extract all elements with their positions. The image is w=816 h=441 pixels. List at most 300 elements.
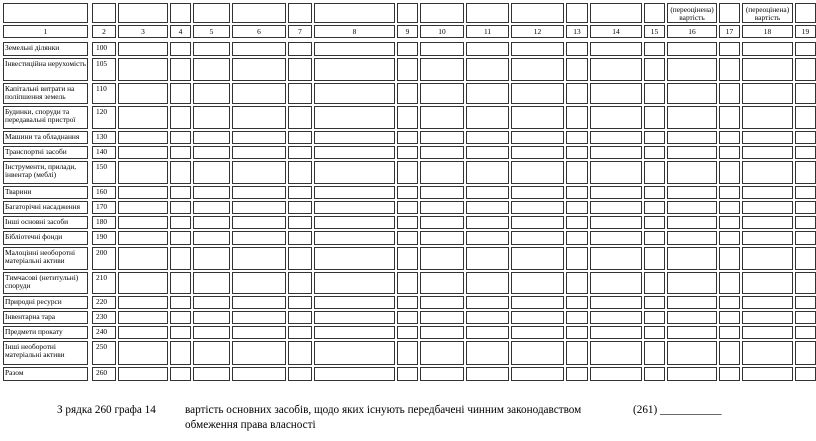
header-cell xyxy=(511,3,564,23)
data-cell xyxy=(644,131,665,144)
data-cell xyxy=(420,58,464,81)
data-cell xyxy=(193,216,230,229)
column-number: 3 xyxy=(141,27,145,36)
header-note: (переоцінена) вартість xyxy=(745,6,790,22)
data-cell xyxy=(590,216,642,229)
data-cell xyxy=(795,311,816,324)
data-cell xyxy=(644,58,665,81)
row-label: Предмети прокату xyxy=(5,328,63,336)
data-cell xyxy=(511,146,564,159)
data-cell xyxy=(511,326,564,339)
data-cell xyxy=(118,326,168,339)
data-cell xyxy=(170,186,191,199)
data-cell xyxy=(420,296,464,309)
data-cell xyxy=(667,247,717,270)
data-cell xyxy=(193,326,230,339)
data-cell xyxy=(566,58,588,81)
row-label: Природні ресурси xyxy=(5,298,62,306)
data-cell xyxy=(566,326,588,339)
data-cell xyxy=(590,161,642,184)
data-cell xyxy=(566,146,588,159)
data-cell xyxy=(397,231,418,245)
data-cell xyxy=(466,201,509,214)
data-cell xyxy=(795,201,816,214)
data-cell xyxy=(795,272,816,294)
data-cell xyxy=(590,272,642,294)
data-cell xyxy=(511,161,564,184)
data-cell xyxy=(466,42,509,56)
data-cell xyxy=(742,106,793,129)
column-number: 13 xyxy=(573,27,581,36)
data-cell xyxy=(466,231,509,245)
column-number: 1 xyxy=(43,27,48,36)
data-cell xyxy=(566,311,588,324)
data-cell xyxy=(170,146,191,159)
data-cell xyxy=(644,106,665,129)
data-cell xyxy=(397,42,418,56)
data-cell xyxy=(742,247,793,270)
data-cell xyxy=(170,58,191,81)
data-cell xyxy=(397,58,418,81)
data-cell xyxy=(719,106,740,129)
data-cell xyxy=(193,186,230,199)
row-label: Інвестиційна нерухомість xyxy=(5,60,86,68)
data-cell xyxy=(232,186,286,199)
data-cell xyxy=(667,58,717,81)
data-cell xyxy=(795,186,816,199)
data-cell xyxy=(795,341,816,365)
data-cell xyxy=(232,58,286,81)
data-cell xyxy=(420,326,464,339)
data-cell xyxy=(667,341,717,365)
data-cell xyxy=(397,296,418,309)
row-code: 190 xyxy=(96,233,108,241)
data-cell xyxy=(232,341,286,365)
data-cell xyxy=(314,247,395,270)
data-cell xyxy=(511,272,564,294)
data-cell xyxy=(590,326,642,339)
data-cell xyxy=(590,146,642,159)
row-code: 150 xyxy=(96,163,108,171)
data-cell xyxy=(466,247,509,270)
data-cell xyxy=(420,42,464,56)
data-cell xyxy=(118,231,168,245)
data-cell xyxy=(170,231,191,245)
data-cell xyxy=(118,131,168,144)
data-cell xyxy=(590,186,642,199)
data-cell xyxy=(397,367,418,381)
data-cell xyxy=(288,272,312,294)
data-cell xyxy=(232,326,286,339)
data-cell xyxy=(314,42,395,56)
header-cell xyxy=(644,3,665,23)
row-code: 220 xyxy=(96,298,108,306)
data-cell xyxy=(644,186,665,199)
data-cell xyxy=(590,247,642,270)
data-cell xyxy=(118,106,168,129)
data-cell xyxy=(795,146,816,159)
data-cell xyxy=(420,341,464,365)
column-number: 9 xyxy=(405,27,410,36)
data-cell xyxy=(397,216,418,229)
data-cell xyxy=(511,247,564,270)
data-cell xyxy=(644,296,665,309)
data-cell xyxy=(667,106,717,129)
data-cell xyxy=(667,201,717,214)
data-cell xyxy=(667,186,717,199)
row-code: 110 xyxy=(96,85,107,93)
data-cell xyxy=(118,216,168,229)
data-cell xyxy=(590,367,642,381)
data-cell xyxy=(170,326,191,339)
row-label: Бібліотечні фонди xyxy=(5,233,63,241)
data-cell xyxy=(232,106,286,129)
data-cell xyxy=(742,42,793,56)
data-cell xyxy=(719,341,740,365)
data-cell xyxy=(719,296,740,309)
data-cell xyxy=(232,367,286,381)
footer-prefix: З рядка 260 графа 14 xyxy=(57,404,156,416)
data-cell xyxy=(511,231,564,245)
data-cell xyxy=(314,106,395,129)
header-cell xyxy=(3,3,88,23)
data-cell xyxy=(232,272,286,294)
column-number: 16 xyxy=(688,27,696,36)
data-cell xyxy=(667,311,717,324)
data-cell xyxy=(566,247,588,270)
header-cell xyxy=(590,3,642,23)
data-cell xyxy=(644,216,665,229)
data-cell xyxy=(667,83,717,104)
data-cell xyxy=(397,146,418,159)
data-cell xyxy=(397,272,418,294)
data-cell xyxy=(118,42,168,56)
data-cell xyxy=(667,131,717,144)
data-cell xyxy=(193,106,230,129)
data-cell xyxy=(719,272,740,294)
data-cell xyxy=(795,216,816,229)
data-cell xyxy=(667,296,717,309)
data-cell xyxy=(170,216,191,229)
data-cell xyxy=(288,42,312,56)
row-label: Будинки, споруди та передавальні пристрої xyxy=(5,108,76,124)
data-cell xyxy=(288,146,312,159)
data-cell xyxy=(742,341,793,365)
data-cell xyxy=(193,58,230,81)
data-cell xyxy=(511,367,564,381)
data-cell xyxy=(314,161,395,184)
data-cell xyxy=(566,341,588,365)
data-cell xyxy=(719,311,740,324)
data-cell xyxy=(170,161,191,184)
column-number: 18 xyxy=(763,27,772,36)
column-number: 15 xyxy=(650,27,659,36)
data-cell xyxy=(314,83,395,104)
data-cell xyxy=(193,231,230,245)
data-cell xyxy=(170,42,191,56)
column-number: 8 xyxy=(352,27,357,36)
data-cell xyxy=(170,367,191,381)
data-cell xyxy=(742,131,793,144)
data-cell xyxy=(590,42,642,56)
data-cell xyxy=(667,367,717,381)
data-cell xyxy=(420,186,464,199)
data-cell xyxy=(644,367,665,381)
row-code: 120 xyxy=(96,108,108,116)
data-cell xyxy=(193,341,230,365)
data-cell xyxy=(118,367,168,381)
data-cell xyxy=(466,367,509,381)
data-cell xyxy=(288,341,312,365)
data-cell xyxy=(193,272,230,294)
data-cell xyxy=(118,146,168,159)
data-cell xyxy=(466,341,509,365)
data-cell xyxy=(232,247,286,270)
data-cell xyxy=(420,131,464,144)
data-cell xyxy=(742,201,793,214)
data-cell xyxy=(193,367,230,381)
header-cell xyxy=(288,3,312,23)
data-cell xyxy=(466,296,509,309)
data-cell xyxy=(466,83,509,104)
data-cell xyxy=(566,201,588,214)
data-cell xyxy=(420,83,464,104)
row-code: 180 xyxy=(96,218,108,226)
data-cell xyxy=(397,311,418,324)
data-cell xyxy=(397,201,418,214)
data-cell xyxy=(232,131,286,144)
data-cell xyxy=(644,42,665,56)
data-cell xyxy=(118,341,168,365)
data-cell xyxy=(795,326,816,339)
data-cell xyxy=(288,311,312,324)
data-cell xyxy=(742,146,793,159)
data-cell xyxy=(288,326,312,339)
data-cell xyxy=(644,161,665,184)
data-cell xyxy=(719,367,740,381)
data-cell xyxy=(742,161,793,184)
data-cell xyxy=(742,367,793,381)
data-cell xyxy=(420,106,464,129)
data-cell xyxy=(566,367,588,381)
data-cell xyxy=(397,326,418,339)
data-cell xyxy=(118,83,168,104)
data-cell xyxy=(742,272,793,294)
data-cell xyxy=(118,296,168,309)
row-code: 160 xyxy=(96,188,108,196)
header-cell xyxy=(92,3,116,23)
data-cell xyxy=(466,311,509,324)
data-cell xyxy=(719,247,740,270)
data-cell xyxy=(314,201,395,214)
data-cell xyxy=(566,83,588,104)
data-cell xyxy=(511,216,564,229)
data-cell xyxy=(466,106,509,129)
data-cell xyxy=(314,341,395,365)
data-cell xyxy=(590,341,642,365)
data-cell xyxy=(420,231,464,245)
data-cell xyxy=(118,58,168,81)
row-label: Багаторічні насадження xyxy=(5,203,81,211)
column-number: 5 xyxy=(209,27,214,36)
data-cell xyxy=(644,341,665,365)
data-cell xyxy=(742,186,793,199)
data-cell xyxy=(288,367,312,381)
data-cell xyxy=(566,231,588,245)
data-cell xyxy=(466,58,509,81)
data-cell xyxy=(314,231,395,245)
row-code: 210 xyxy=(96,274,108,282)
data-cell xyxy=(170,83,191,104)
data-cell xyxy=(193,131,230,144)
data-cell xyxy=(118,201,168,214)
data-cell xyxy=(397,247,418,270)
data-cell xyxy=(118,247,168,270)
header-cell xyxy=(397,3,418,23)
data-cell xyxy=(667,272,717,294)
data-cell xyxy=(314,367,395,381)
data-cell xyxy=(590,231,642,245)
data-cell xyxy=(232,146,286,159)
data-cell xyxy=(420,161,464,184)
column-number: 19 xyxy=(801,27,810,36)
row-code: 200 xyxy=(96,249,108,257)
data-cell xyxy=(420,272,464,294)
footer-text-line1: вартість основних засобів, щодо яких існують передбачені чинним законодавством xyxy=(185,404,582,416)
column-number: 11 xyxy=(483,27,492,36)
data-cell xyxy=(511,341,564,365)
data-cell xyxy=(590,296,642,309)
data-cell xyxy=(288,231,312,245)
data-cell xyxy=(795,83,816,104)
data-cell xyxy=(511,58,564,81)
data-cell xyxy=(566,216,588,229)
row-label: Інші основні засоби xyxy=(5,218,69,226)
data-cell xyxy=(511,42,564,56)
data-cell xyxy=(232,311,286,324)
data-cell xyxy=(566,272,588,294)
data-cell xyxy=(232,161,286,184)
data-cell xyxy=(795,58,816,81)
data-cell xyxy=(590,106,642,129)
data-cell xyxy=(644,311,665,324)
data-cell xyxy=(667,161,717,184)
data-cell xyxy=(719,231,740,245)
data-cell xyxy=(420,367,464,381)
data-cell xyxy=(193,161,230,184)
header-cell xyxy=(193,3,230,23)
data-cell xyxy=(193,201,230,214)
data-cell xyxy=(466,131,509,144)
data-cell xyxy=(420,146,464,159)
data-cell xyxy=(466,146,509,159)
data-cell xyxy=(719,42,740,56)
data-cell xyxy=(288,58,312,81)
data-cell xyxy=(118,186,168,199)
row-code: 260 xyxy=(96,369,108,377)
footer-text-line2: обмеження права власності xyxy=(185,419,316,431)
row-label: Малоцінні необоротні матеріальні активи xyxy=(5,249,76,265)
header-cell xyxy=(118,3,168,23)
data-cell xyxy=(566,186,588,199)
data-cell xyxy=(719,146,740,159)
data-cell xyxy=(170,272,191,294)
data-cell xyxy=(466,216,509,229)
data-cell xyxy=(232,42,286,56)
data-cell xyxy=(742,296,793,309)
data-cell xyxy=(742,231,793,245)
data-cell xyxy=(397,186,418,199)
data-cell xyxy=(232,83,286,104)
data-cell xyxy=(795,42,816,56)
data-cell xyxy=(420,247,464,270)
row-label: Інвентарна тара xyxy=(5,313,56,321)
data-cell xyxy=(742,83,793,104)
data-cell xyxy=(314,146,395,159)
header-cell xyxy=(795,3,816,23)
column-number: 4 xyxy=(178,27,183,36)
data-cell xyxy=(314,186,395,199)
header-cell xyxy=(314,3,395,23)
data-cell xyxy=(118,311,168,324)
column-number: 2 xyxy=(102,27,106,36)
data-cell xyxy=(667,42,717,56)
row-label: Земельні ділянки xyxy=(5,44,60,52)
data-cell xyxy=(795,106,816,129)
data-cell xyxy=(566,131,588,144)
data-cell xyxy=(795,231,816,245)
data-cell xyxy=(232,231,286,245)
data-cell xyxy=(118,161,168,184)
data-cell xyxy=(170,296,191,309)
data-cell xyxy=(667,146,717,159)
data-cell xyxy=(719,131,740,144)
row-label: Машини та обладнання xyxy=(5,133,80,141)
data-cell xyxy=(590,131,642,144)
data-cell xyxy=(193,83,230,104)
data-cell xyxy=(288,216,312,229)
column-number: 10 xyxy=(438,27,446,36)
footer-note xyxy=(0,403,816,439)
data-cell xyxy=(644,83,665,104)
row-label: Разом xyxy=(5,369,24,377)
row-label: Інші необоротні матеріальні активи xyxy=(5,343,65,359)
data-cell xyxy=(193,247,230,270)
header-cell xyxy=(566,3,588,23)
header-cell xyxy=(232,3,286,23)
data-cell xyxy=(590,58,642,81)
row-code: 130 xyxy=(96,133,108,141)
header-cell xyxy=(170,3,191,23)
data-cell xyxy=(644,326,665,339)
data-cell xyxy=(170,341,191,365)
data-cell xyxy=(566,161,588,184)
data-cell xyxy=(667,216,717,229)
column-number: 14 xyxy=(612,27,620,36)
data-cell xyxy=(420,216,464,229)
header-note: (переоцінена) вартість xyxy=(670,6,714,22)
data-cell xyxy=(466,272,509,294)
row-code: 170 xyxy=(96,203,108,211)
row-label: Інструменти, прилади, інвентар (меблі) xyxy=(5,163,77,179)
data-cell xyxy=(314,326,395,339)
data-cell xyxy=(314,216,395,229)
data-cell xyxy=(420,311,464,324)
row-label: Капітальні витрати на поліпшення земель xyxy=(5,85,75,101)
data-cell xyxy=(566,42,588,56)
data-cell xyxy=(193,296,230,309)
data-cell xyxy=(644,231,665,245)
